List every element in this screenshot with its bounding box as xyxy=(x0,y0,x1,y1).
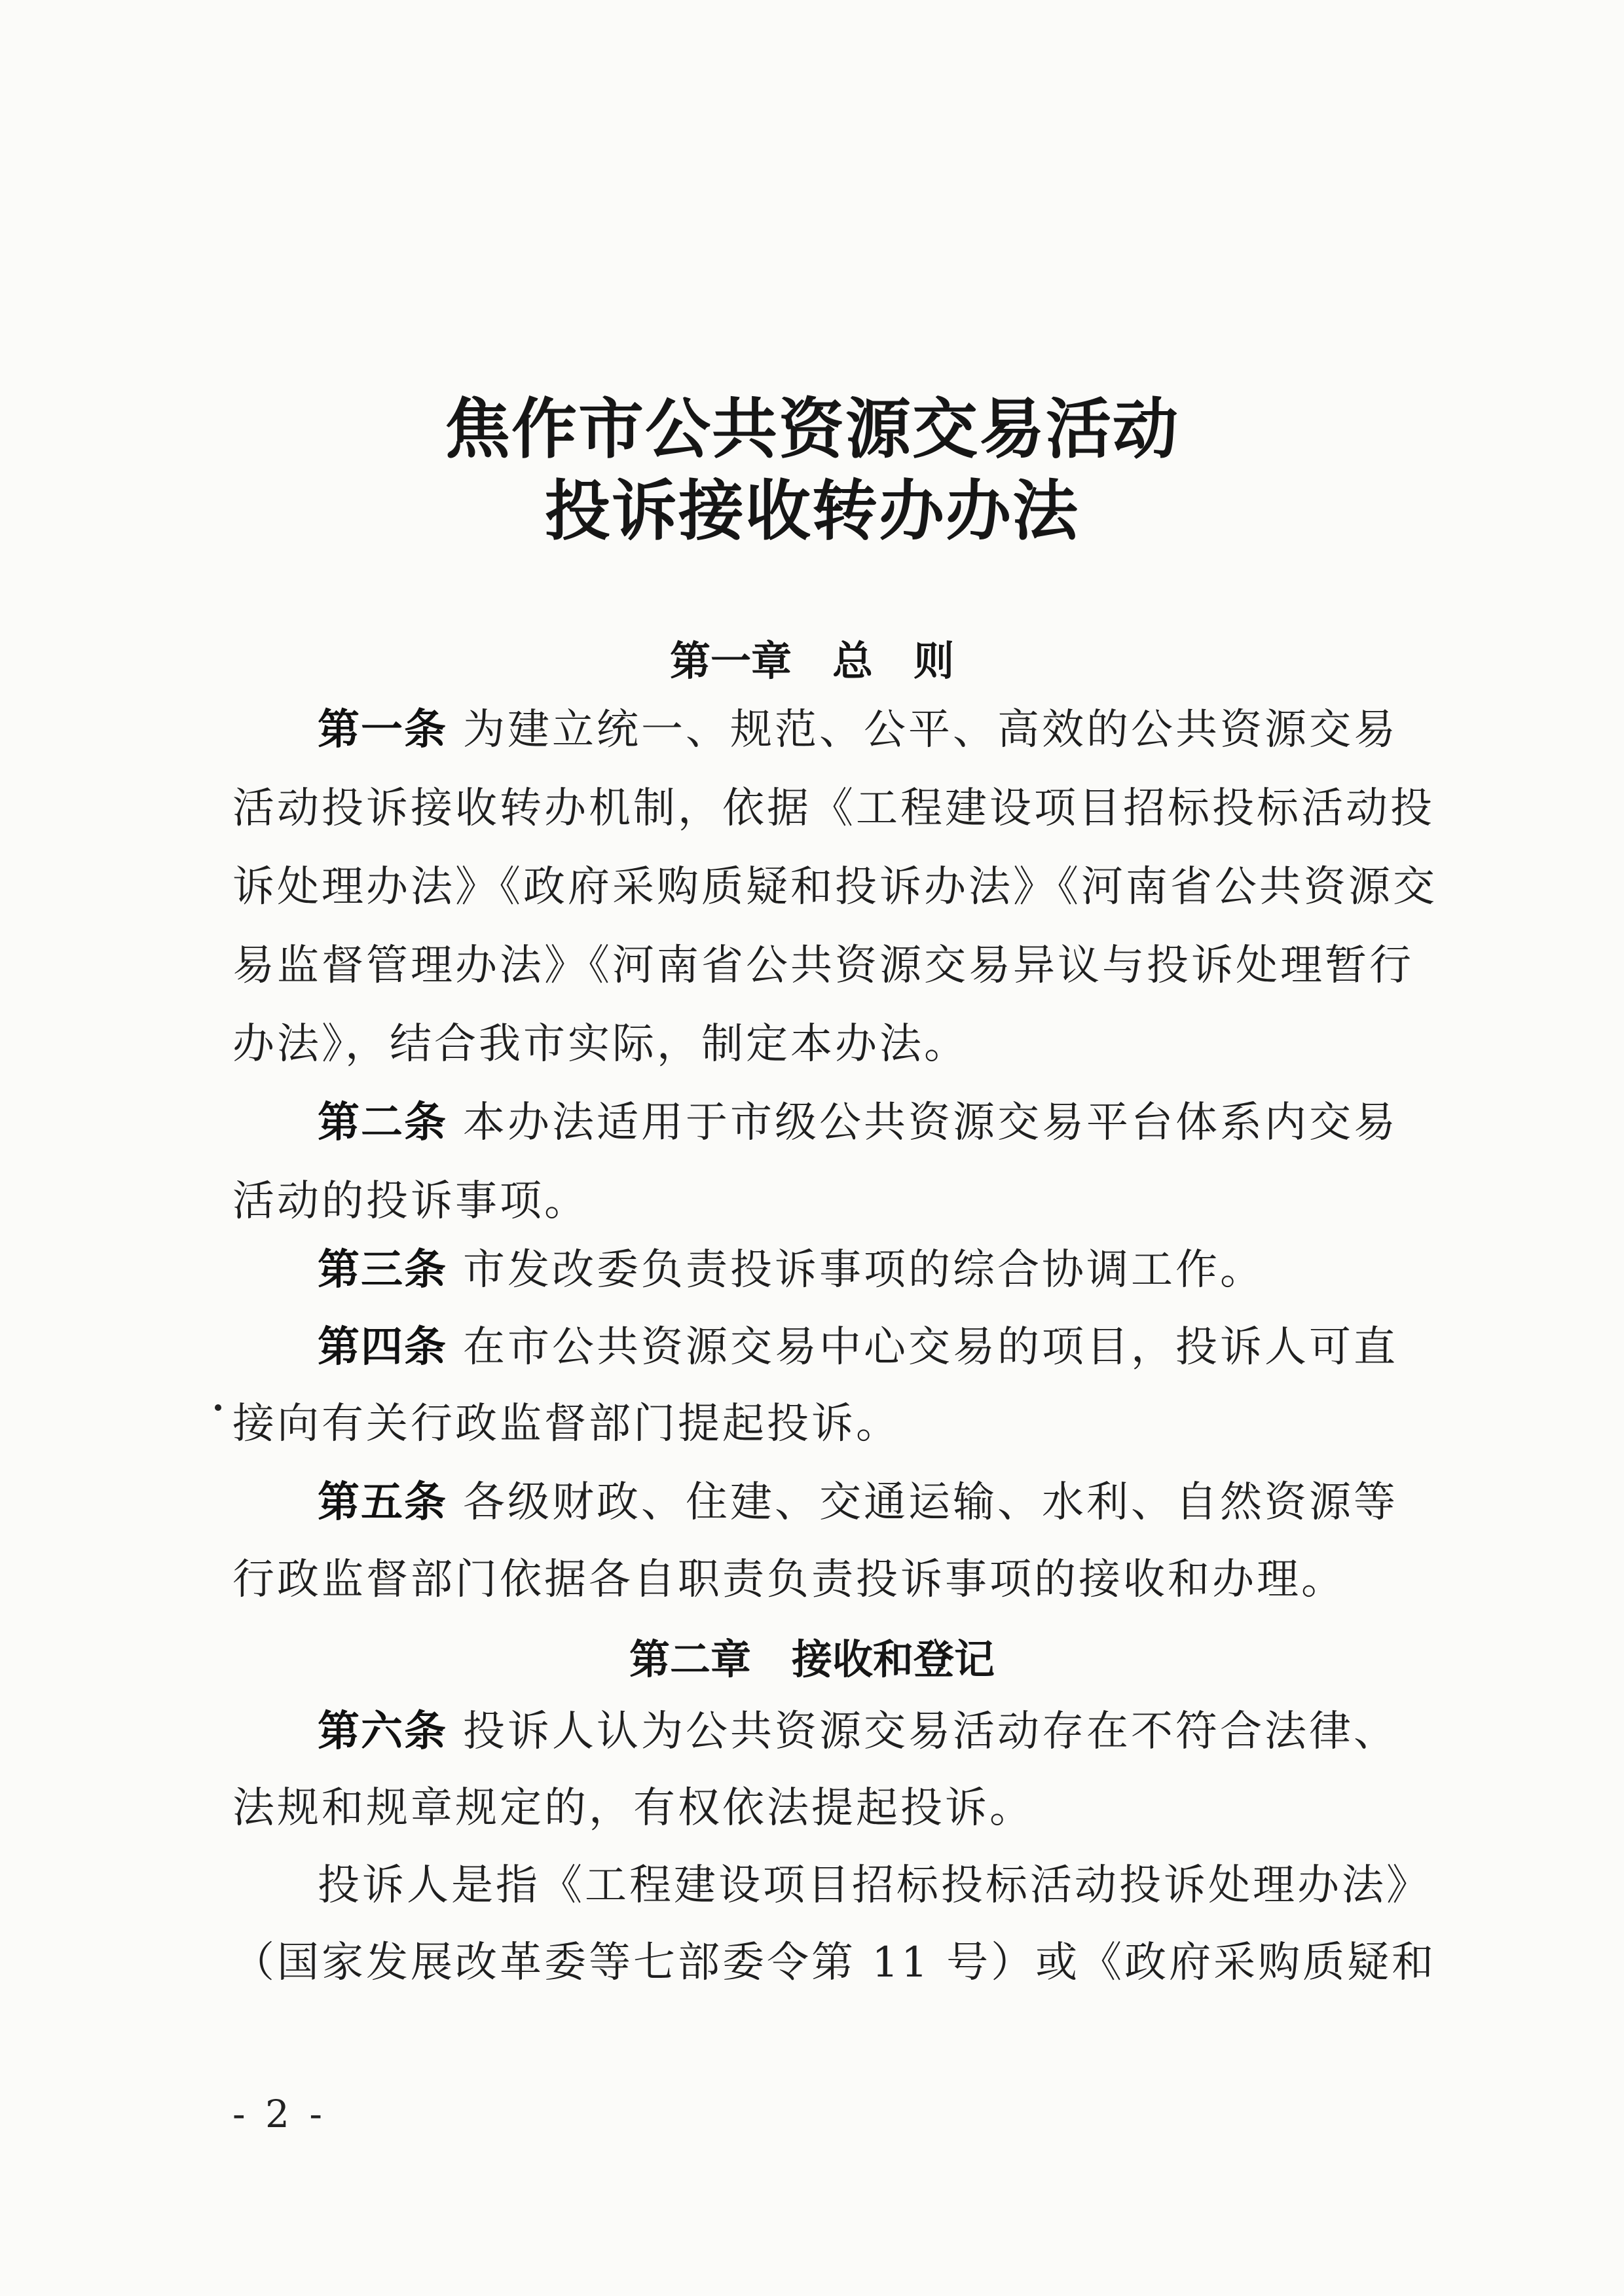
article1-line2: 活动投诉接收转办机制，依据《工程建设项目招标投标活动投 xyxy=(232,784,1435,833)
article1-label: 第一条 xyxy=(318,706,447,754)
article4-label: 第四条 xyxy=(318,1323,447,1372)
article3-text: 市发改委负责投诉事项的综合协调工作。 xyxy=(463,1246,1264,1294)
article2-text: 本办法适用于市级公共资源交易平台体系内交易 xyxy=(463,1099,1398,1147)
article2-line1 xyxy=(318,1097,1496,1149)
article3-label: 第三条 xyxy=(318,1246,447,1294)
page-number: - 2 - xyxy=(232,2092,326,2136)
article1-text: 为建立统一、规范、公平、高效的公共资源交易 xyxy=(463,706,1398,754)
article1-line1 xyxy=(318,704,1496,756)
article6-line2: 法规和规章规定的，有权依法提起投诉。 xyxy=(232,1784,1034,1832)
article5-label: 第五条 xyxy=(318,1478,447,1527)
article5-line1 xyxy=(318,1476,1496,1529)
article6-label: 第六条 xyxy=(318,1707,447,1756)
article4-text: 在市公共资源交易中心交易的项目，投诉人可直 xyxy=(463,1323,1398,1372)
article2-label: 第二条 xyxy=(318,1099,447,1147)
paragraph-line1: 投诉人是指《工程建设项目招标投标活动投诉处理办法》 xyxy=(318,1861,1431,1910)
article2-line2: 活动的投诉事项。 xyxy=(232,1177,589,1226)
article3-line1 xyxy=(318,1244,1496,1296)
chapter-heading-2: 第二章 接收和登记 xyxy=(629,1635,995,1683)
article6-text: 投诉人认为公共资源交易活动存在不符合法律、 xyxy=(463,1707,1398,1756)
article6-line1 xyxy=(318,1705,1496,1758)
article1-line5: 办法》，结合我市实际，制定本办法。 xyxy=(232,1020,969,1068)
article5-line2: 行政监督部门依据各自职责负责投诉事项的接收和办理。 xyxy=(232,1556,1346,1604)
document-title-line1: 焦作市公共资源交易活动 xyxy=(445,391,1179,467)
article5-text: 各级财政、住建、交通运输、水利、自然资源等 xyxy=(463,1478,1398,1527)
paragraph-line2: （国家发展改革委等七部委令第 11 号）或《政府采购质疑和 xyxy=(232,1939,1437,1987)
scan-speck xyxy=(215,1404,221,1411)
article4-line1 xyxy=(318,1321,1496,1374)
article1-line4: 易监督管理办法》《河南省公共资源交易异议与投诉处理暂行 xyxy=(232,941,1414,990)
document-title-line2: 投诉接收转办办法 xyxy=(545,473,1079,549)
article1-line3: 诉处理办法》《政府采购质疑和投诉办法》《河南省公共资源交 xyxy=(232,863,1437,911)
article4-line2: 接向有关行政监督部门提起投诉。 xyxy=(232,1400,900,1448)
chapter-heading-1: 第一章 总 则 xyxy=(669,637,954,685)
